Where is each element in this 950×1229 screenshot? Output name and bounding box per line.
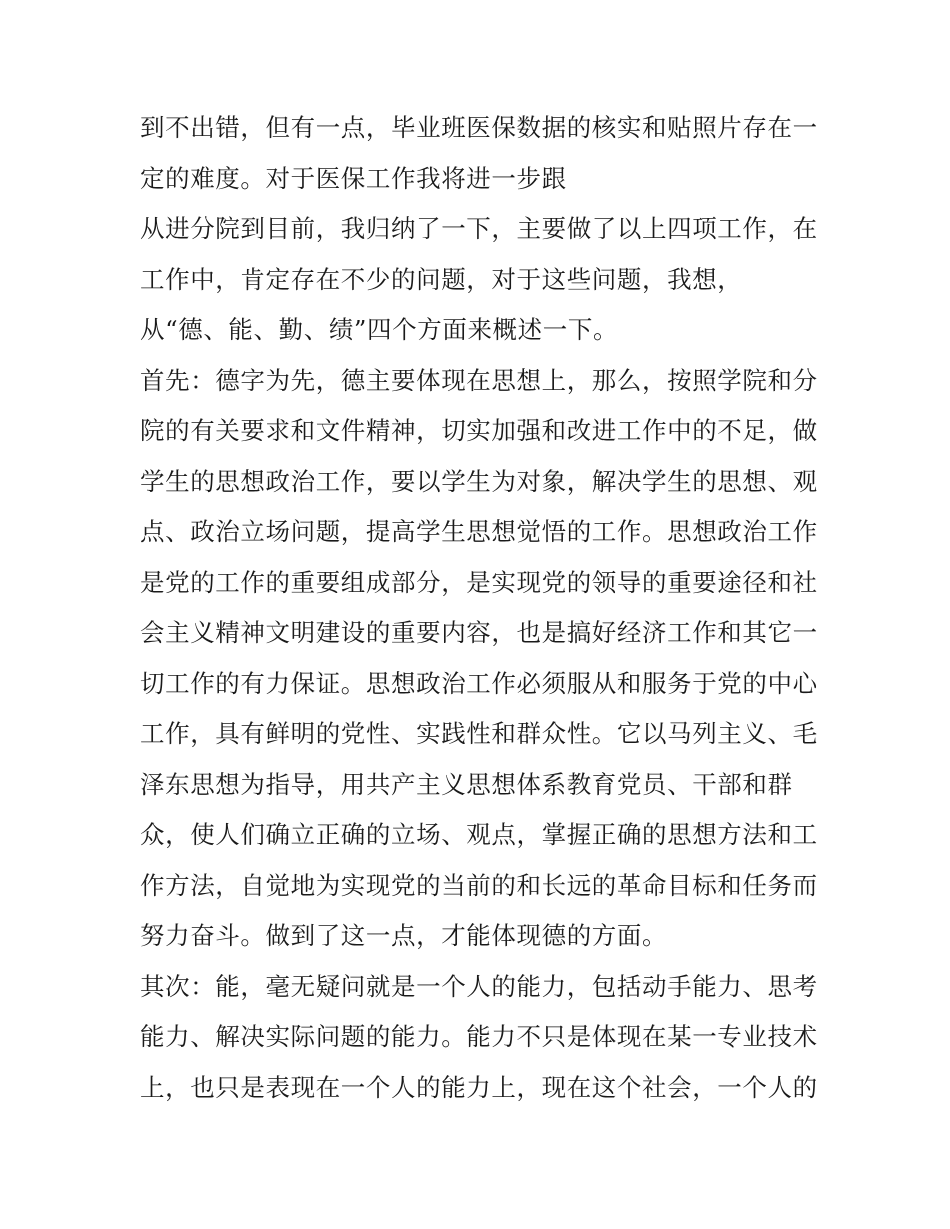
text-line: 首先：德字为先，德主要体现在思想上，那么，按照学院和分	[140, 365, 818, 395]
text-line: 努力奋斗。做到了这一点，才能体现德的方面。	[140, 921, 668, 950]
body-text	[140, 103, 820, 1113]
text-line: 定的难度。对于医保工作我将进一步跟	[140, 163, 567, 193]
text-line: 众，使人们确立正确的立场、观点，掌握正确的思想方法和工	[140, 820, 818, 849]
text-line: 工作中，肯定存在不少的问题，对于这些问题，我想，	[140, 264, 743, 294]
text-line: 泽东思想为指导，用共产主义思想体系教育党员、干部和群	[140, 769, 793, 799]
text-line: 工作，具有鲜明的党性、实践性和群众性。它以马列主义、毛	[140, 719, 818, 748]
text-line: 到不出错，但有一点，毕业班医保数据的核实和贴照片存在一	[140, 113, 818, 142]
text-line: 院的有关要求和文件精神，切实加强和改进工作中的不足，做	[140, 416, 818, 445]
text-line: 上，也只是表现在一个人的能力上，现在这个社会，一个人的	[140, 1072, 818, 1102]
text-line: 从“德、能、勤、绩”四个方面来概述一下。	[140, 315, 619, 344]
text-line: 切工作的有力保证。思想政治工作必须服从和服务于党的中心	[140, 668, 818, 698]
text-line: 能力、解决实际问题的能力。能力不只是体现在某一专业技术	[140, 1022, 818, 1051]
text-line: 其次：能，毫无疑问就是一个人的能力，包括动手能力、思考	[140, 971, 818, 1001]
text-line: 学生的思想政治工作，要以学生为对象，解决学生的思想、观	[140, 466, 818, 496]
text-line: 作方法，自觉地为实现党的当前的和长远的革命目标和任务而	[140, 870, 818, 900]
text-line: 从进分院到目前，我归纳了一下，主要做了以上四项工作，在	[140, 214, 818, 243]
text-line: 是党的工作的重要组成部分，是实现党的领导的重要途径和社	[140, 567, 818, 597]
text-line: 会主义精神文明建设的重要内容，也是搞好经济工作和其它一	[140, 618, 818, 647]
text-line: 点、政治立场问题，提高学生思想觉悟的工作。思想政治工作	[140, 517, 818, 546]
